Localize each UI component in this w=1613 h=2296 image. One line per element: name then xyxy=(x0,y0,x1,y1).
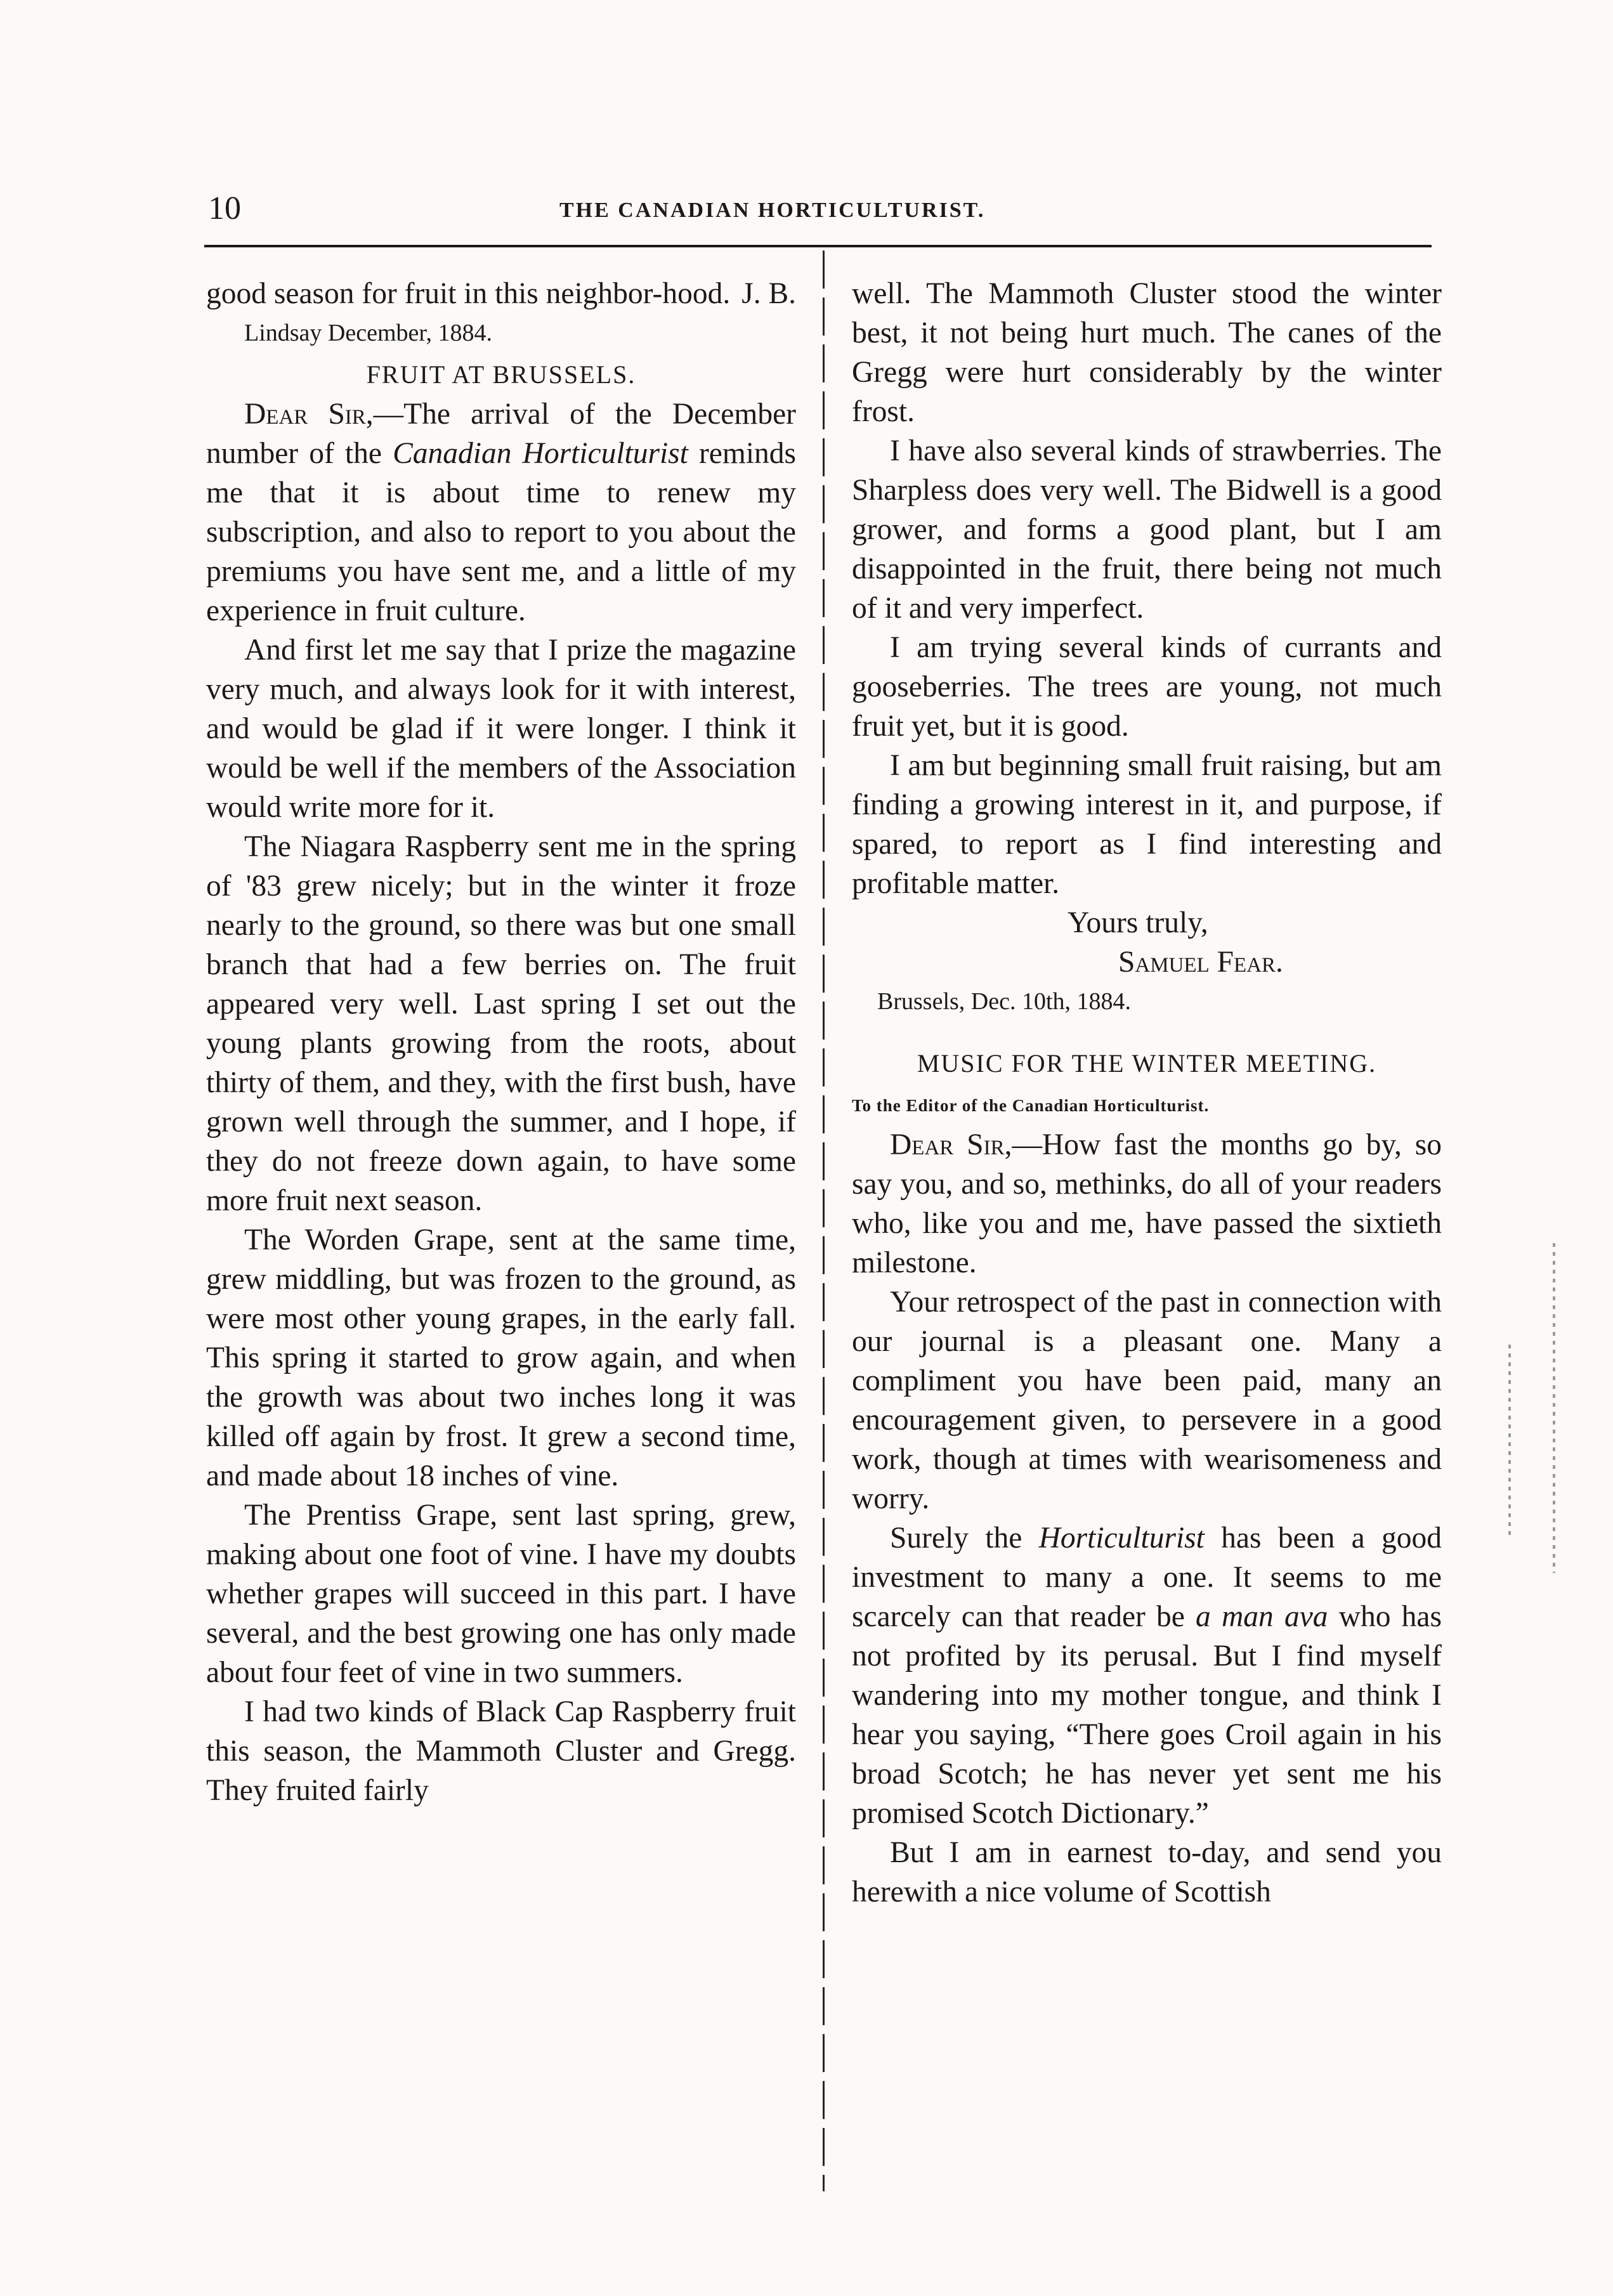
text-span: who has not profited by its perusal. But I find myself wandering into my mother tongue, and think I hear you saying, “There goes Croil again in his broad Scotch; he has never yet sent me his promised Scotch Dictionary.” xyxy=(852,1600,1442,1830)
text-span: —How fast the months go by, so say you, and so, methinks, do all of your readers who, like you and me, have passed the sixtieth milestone. xyxy=(852,1128,1442,1279)
paragraph: And first let me say that I prize the magazine very much, and always look for it with interest, and would be glad if it were longer. I think it would be well if the members of the Association would write more for it. xyxy=(206,634,796,824)
column-divider xyxy=(823,251,825,2191)
paragraph: The Worden Grape, sent at the same time, grew middling, but was frozen to the ground, as were most other young grapes, in the early fall. This spring it started to grow again, and when the growth was about two inches long it was killed off again by frost. It grew a second time, and made about 18 inches of vine. xyxy=(206,1223,796,1492)
running-head: THE CANADIAN HORTICULTURIST. xyxy=(559,199,986,222)
text-span: Surely the xyxy=(890,1522,1039,1555)
page-number: 10 xyxy=(208,190,241,226)
paragraph: I have also several kinds of strawberries. The Sharpless does very well. The Bidwell is a good grower, and forms a good plant, but I am disappointed in the fruit, there being not much of it and very imperfect. xyxy=(852,434,1442,625)
paragraph: The Prentiss Grape, sent last spring, grew, making about one foot of vine. I have my doubts whether grapes will succeed in this part. I have several, and the best growing one has only made about four feet of vine in two summers. xyxy=(206,1499,796,1689)
signature: Samuel Fear. xyxy=(1118,946,1283,979)
paragraph: I had two kinds of Black Cap Raspberry fruit this season, the Mammoth Cluster and Gregg. They fruited fairly xyxy=(206,1695,796,1807)
header-rule xyxy=(204,245,1432,247)
closing: Yours truly, xyxy=(1068,906,1208,939)
dateline: Lindsay December, 1884. xyxy=(244,320,493,346)
paragraph: good season for fruit in this neighbor-hood. xyxy=(206,277,731,310)
text-span: —The arrival of the December number of the xyxy=(206,398,796,470)
paragraph: But I am in earnest to-day, and send you herewith a nice volume of Scottish xyxy=(852,1836,1442,1908)
publication-title: Horticulturist xyxy=(1038,1522,1205,1555)
right-column xyxy=(852,274,1442,1912)
paragraph: I am trying several kinds of currants and gooseberries. The trees are young, not much fruit yet, but it is good. xyxy=(852,631,1442,743)
salutation: Dear Sir, xyxy=(244,398,374,431)
paragraph: Your retrospect of the past in connection with our journal is a pleasant one. Many a compliment you have been paid, many an encouragement given, to persevere in a good work, though at times with wearisomeness and worry. xyxy=(852,1286,1442,1515)
paragraph: The Niagara Raspberry sent me in the spring of '83 grew nicely; but in the winter it froze nearly to the ground, so there was but one small branch that had a few berries on. The fruit appeared very well. Last spring I set out the young plants growing from the roots, about thirty of them, and they, with the first bush, have grown well through the summer, and I hope, if they do not freeze down again, to have some more fruit next season. xyxy=(206,830,796,1217)
article-heading: MUSIC FOR THE WINTER MEETING. xyxy=(917,1049,1377,1078)
paragraph xyxy=(852,1125,1442,1282)
paragraph xyxy=(852,1518,1442,1833)
left-column xyxy=(206,274,796,1810)
text-span: reminds me that it is about time to renew my subscription, and also to report to you about the premiums you have sent me, and a little of my experience in fruit culture. xyxy=(206,437,796,627)
scots-phrase: a man ava xyxy=(1196,1600,1328,1633)
scan-margin-artifact xyxy=(1508,1345,1511,1535)
publication-title: Canadian Horticulturist xyxy=(393,437,688,470)
paragraph: well. The Mammoth Cluster stood the winter best, it not being hurt much. The canes of the Gregg were hurt considerably by the winter frost. xyxy=(852,277,1442,428)
page-header xyxy=(204,189,1432,228)
article-subheading: To the Editor of the Canadian Horticulturist. xyxy=(852,1096,1210,1115)
article-heading: FRUIT AT BRUSSELS. xyxy=(366,360,636,389)
dateline: Brussels, Dec. 10th, 1884. xyxy=(877,988,1132,1015)
paragraph xyxy=(206,395,796,630)
paragraph: I am but beginning small fruit raising, but am finding a growing interest in it, and purpose, if spared, to report as I find interesting and profitable matter. xyxy=(852,749,1442,900)
scan-margin-artifact xyxy=(1553,1243,1555,1573)
text-span: has been a good investment to many a one. It seems to me scarcely can that reader be xyxy=(852,1522,1442,1633)
signoff-initials: J. B. xyxy=(741,277,796,310)
salutation: Dear Sir, xyxy=(890,1128,1012,1161)
